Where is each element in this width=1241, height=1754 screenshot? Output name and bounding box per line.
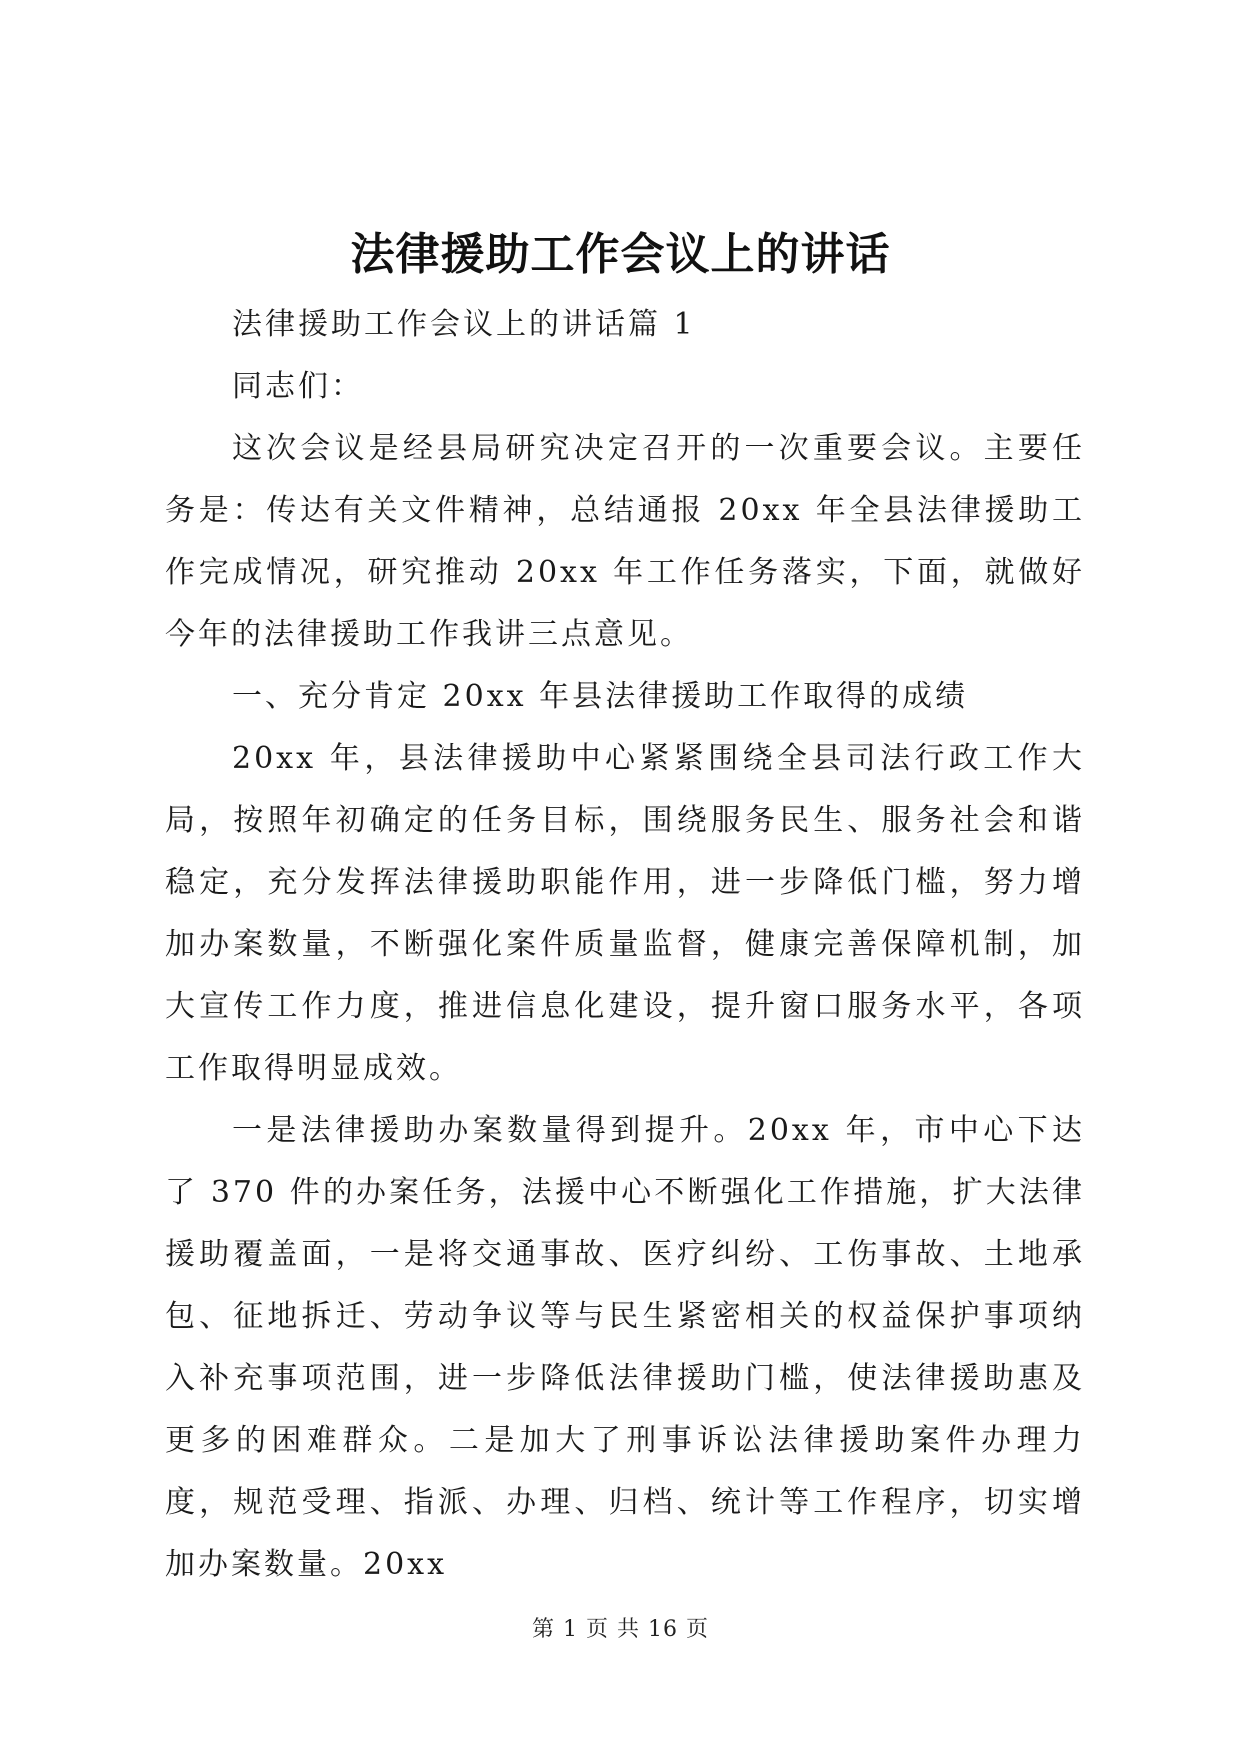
document-body [165,294,1085,1596]
subtitle-paragraph: 法律援助工作会议上的讲话篇 1 [232,307,696,342]
salutation-paragraph: 同志们： [232,369,364,404]
section-heading: 一、充分肯定 20xx 年县法律援助工作取得的成绩 [232,679,969,714]
body-paragraph: 一是法律援助办案数量得到提升。20xx 年，市中心下达了 370 件的办案任务，法援中心不断强化工作措施，扩大法律援助覆盖面，一是将交通事故、医疗纠纷、工伤事故、土地承包、征地拆迁、劳动争议等与民生紧密相关的权益保护事项纳入补充事项范围，进一步降低法律援助门槛，使法律援助惠及更多的困难群众。二是加大了刑事诉讼法律援助案件办理力度，规范受理、指派、办理、归档、统计等工作程序，切实增加办案数量。20xx [165,1113,1085,1582]
body-paragraph: 这次会议是经县局研究决定召开的一次重要会议。主要任务是：传达有关文件精神，总结通报 20xx 年全县法律援助工作完成情况，研究推动 20xx 年工作任务落实，下面，就做好今年的法律援助工作我讲三点意见。 [165,431,1085,652]
body-paragraph: 20xx 年，县法律援助中心紧紧围绕全县司法行政工作大局，按照年初确定的任务目标，围绕服务民生、服务社会和谐稳定，充分发挥法律援助职能作用，进一步降低门槛，努力增加办案数量，不断强化案件质量监督，健康完善保障机制，加大宣传工作力度，推进信息化建设，提升窗口服务水平，各项工作取得明显成效。 [165,741,1085,1086]
document-title: 法律援助工作会议上的讲话 [350,229,891,280]
page-footer: 第 1 页 共 16 页 [532,1617,709,1642]
